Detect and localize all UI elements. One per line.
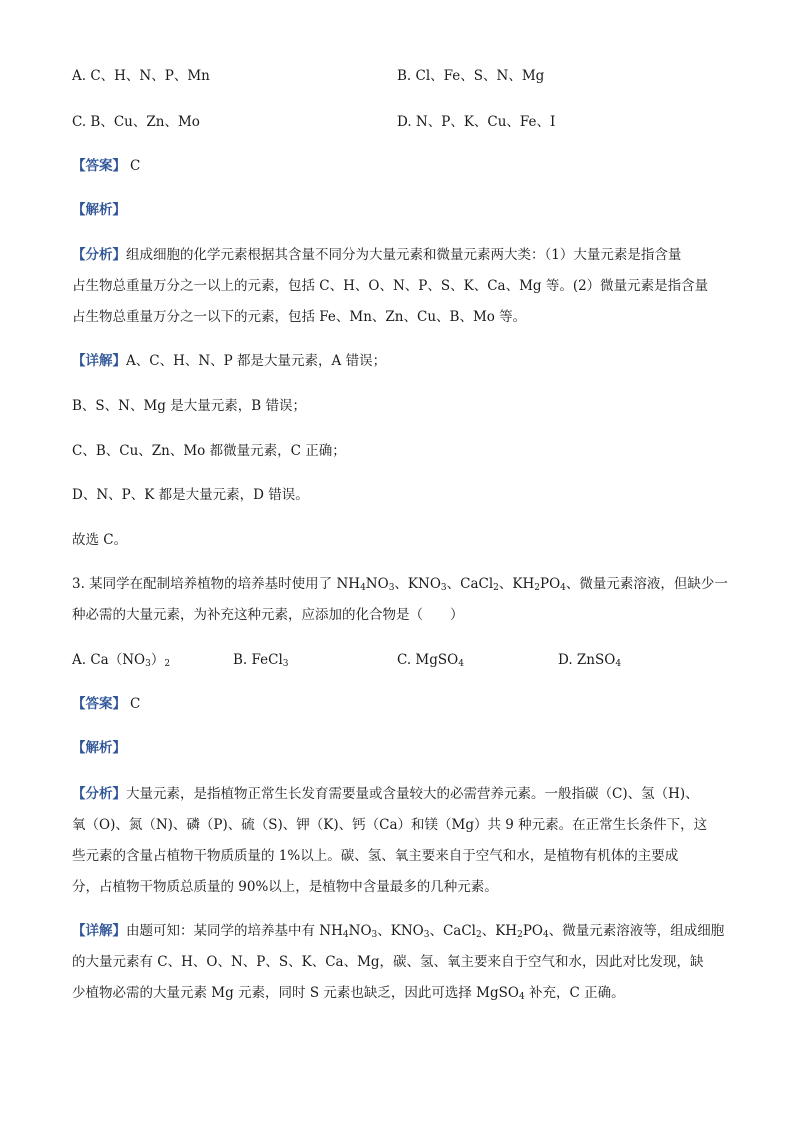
q3-answer bbox=[72, 694, 140, 714]
q2-xiangjie-line-2: B、S、N、Mg 是大量元素，B 错误； bbox=[72, 398, 306, 414]
q2-fenxi-line-2: 占生物总重量万分之一以上的元素，包括 C、H、O、N、P、S、K、Ca、Mg 等。(2）微量元素是指含量 bbox=[72, 278, 709, 294]
q2-fenxi-line-1 bbox=[72, 245, 681, 265]
q2-conclusion: 故选 C。 bbox=[72, 532, 128, 548]
q3-xiangjie-line-2: 的大量元素有 C、H、O、N、P、S、K、Ca、Mg，碳、氢、氧主要来自于空气和水，因此对比发现，缺 bbox=[72, 954, 704, 970]
q3-option-c: C. MgSO$_4$ bbox=[397, 652, 464, 669]
xiangjie-tag: 【详解】 bbox=[72, 353, 126, 369]
analysis-tag: 【解析】 bbox=[72, 740, 126, 756]
xiangjie-text: A、C、H、N、P 都是大量元素，A 错误； bbox=[126, 353, 387, 369]
q3-fenxi-line-2: 氧（O)、氮（N)、磷（P)、硫（S)、钾（K)、钙（Ca）和镁（Mg）共 9 种元素。在正常生长条件下，这 bbox=[72, 817, 708, 833]
xiangjie-tag: 【详解】 bbox=[72, 923, 126, 939]
q2-xiangjie-line-4: D、N、P、K 都是大量元素，D 错误。 bbox=[72, 487, 309, 503]
q3-xiangjie-line-3: 少植物必需的大量元素 Mg 元素，同时 S 元素也缺乏，因此可选择 MgSO$_4$ 补充，C 正确。 bbox=[72, 985, 625, 1002]
q3-fenxi-line-4: 分，占植物干物质总质量的 90%以上，是植物中含量最多的几种元素。 bbox=[72, 879, 498, 895]
q2-option-a: A. C、H、N、P、Mn bbox=[72, 68, 210, 84]
answer-value: C bbox=[130, 696, 141, 712]
fenxi-tag: 【分析】 bbox=[72, 247, 126, 263]
q3-option-b: B. FeCl$_3$ bbox=[233, 652, 289, 669]
q2-xiangjie-line-3: C、B、Cu、Zn、Mo 都微量元素，C 正确； bbox=[72, 443, 346, 459]
fenxi-text: 组成细胞的化学元素根据其含量不同分为大量元素和微量元素两大类：（1）大量元素是指含量 bbox=[126, 247, 682, 263]
q3-analysis-tag bbox=[72, 738, 126, 758]
q3-fenxi-line-3: 些元素的含量占植物干物质质量的 1%以上。碳、氢、氧主要来自于空气和水，是植物有机体的主要成 bbox=[72, 848, 679, 864]
fenxi-tag: 【分析】 bbox=[72, 786, 126, 802]
q3-option-a: A. $Ca(NO_3)_2$ bbox=[72, 652, 171, 669]
q2-xiangjie-line-1 bbox=[72, 351, 386, 371]
q2-answer bbox=[72, 156, 140, 176]
q2-fenxi-line-3: 占生物总重量万分之一以下的元素，包括 Fe、Mn、Zn、Cu、B、Mo 等。 bbox=[72, 309, 527, 325]
answer-value: C bbox=[130, 158, 141, 174]
q2-option-b: B. Cl、Fe、S、N、Mg bbox=[397, 68, 545, 84]
analysis-tag: 【解析】 bbox=[72, 202, 126, 218]
q3-stem-line-2: 种必需的大量元素，为补充这种元素，应添加的化合物是（ ） bbox=[72, 607, 464, 623]
fenxi-text: 大量元素，是指植物正常生长发育需要量或含量较大的必需营养元素。一般指碳（C)、氢（H)、 bbox=[126, 786, 699, 802]
q3-stem-line-1: 3. 某同学在配制培养植物的培养基时使用了 $NH_4NO_3$、$KNO_3$、CaCl$_2$、$KH_2PO_4$、微量元素溶液，但缺少一 bbox=[72, 576, 728, 593]
q3-xiangjie-line-1: 【详解】由题可知：某同学的培养基中有 $NH_4NO_3$、$KNO_3$、CaCl$_2$、$KH_2PO_4$、微量元素溶液等，组成细胞 bbox=[72, 923, 725, 940]
q3-option-d: D. ZnSO$_4$ bbox=[558, 652, 622, 669]
q2-analysis-tag bbox=[72, 200, 126, 220]
q2-option-c: C. B、Cu、Zn、Mo bbox=[72, 114, 200, 130]
q2-option-d: D. N、P、K、Cu、Fe、I bbox=[397, 114, 556, 130]
answer-tag: 【答案】 bbox=[72, 696, 126, 712]
answer-tag: 【答案】 bbox=[72, 158, 126, 174]
q3-fenxi-line-1 bbox=[72, 784, 699, 804]
